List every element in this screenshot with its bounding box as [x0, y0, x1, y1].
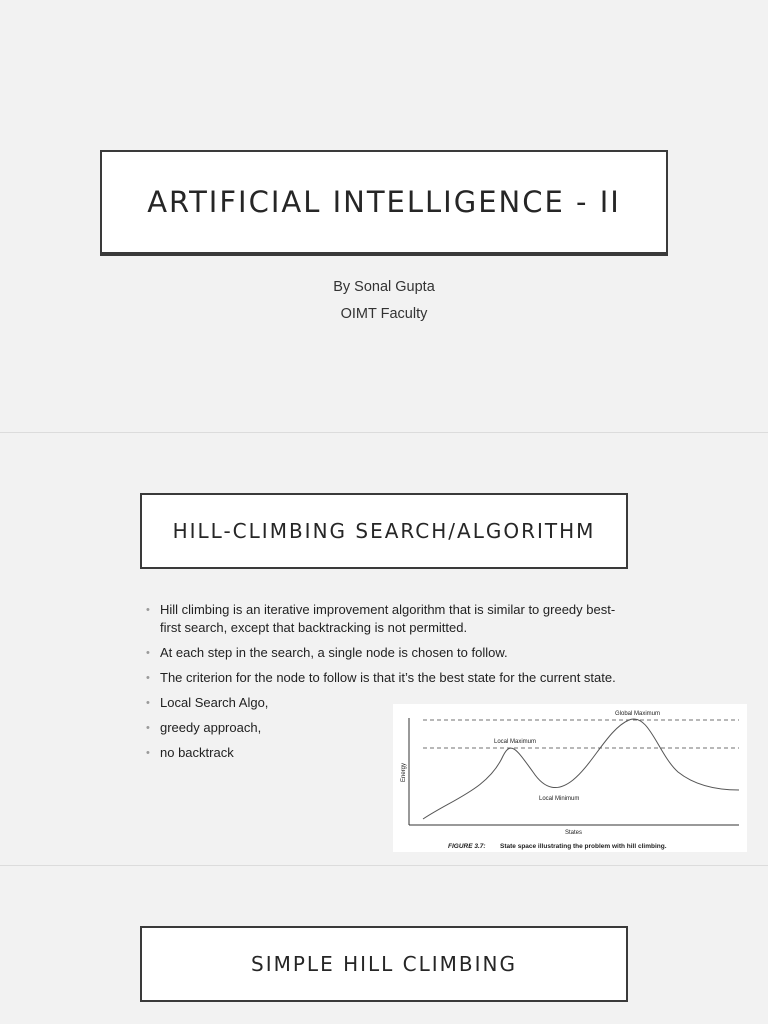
- slide-title-box: [140, 926, 628, 1002]
- state-space-diagram: [393, 704, 747, 852]
- author-name: By Sonal Gupta: [333, 279, 435, 295]
- bullet-item: • At each step in the search, a single node is chosen to follow.: [146, 644, 616, 662]
- slide-heading: SIMPLE HILL CLIMBING: [251, 952, 517, 976]
- local-max-label: Local Maximum: [494, 739, 537, 745]
- figure-caption-number: FIGURE 3.7:: [448, 843, 486, 850]
- local-min-label: Local Minimum: [539, 796, 580, 802]
- author-affiliation: OIMT Faculty: [340, 306, 428, 322]
- global-max-label: Global Maximum: [615, 711, 661, 717]
- bullet-item: • no backtrack: [146, 744, 390, 762]
- slide-title-box: [140, 493, 628, 569]
- energy-curve: [423, 719, 739, 819]
- bullet-item: • Hill climbing is an iterative improvement algorithm that is similar to greedy best-first search, except that backtracking is not permitted.: [146, 601, 616, 637]
- figure-caption-text: State space illustrating the problem with hill climbing.: [500, 843, 667, 850]
- y-axis-label: Energy: [401, 762, 407, 782]
- slide-heading: HILL-CLIMBING SEARCH/ALGORITHM: [172, 519, 596, 543]
- x-axis-label: States: [565, 830, 583, 836]
- presentation-title: ARTIFICIAL INTELLIGENCE - II: [147, 185, 621, 219]
- title-box: [100, 150, 668, 256]
- bullet-item: • The criterion for the node to follow is that it’s the best state for the current state.: [146, 669, 616, 687]
- bullet-item: • Local Search Algo,: [146, 694, 390, 712]
- hill-climbing-figure: [393, 704, 747, 852]
- slide-title: [0, 0, 768, 432]
- slide-simple-hill-climbing: [0, 866, 768, 1024]
- slide-hill-climbing: [0, 433, 768, 865]
- bullet-item: • greedy approach,: [146, 719, 390, 737]
